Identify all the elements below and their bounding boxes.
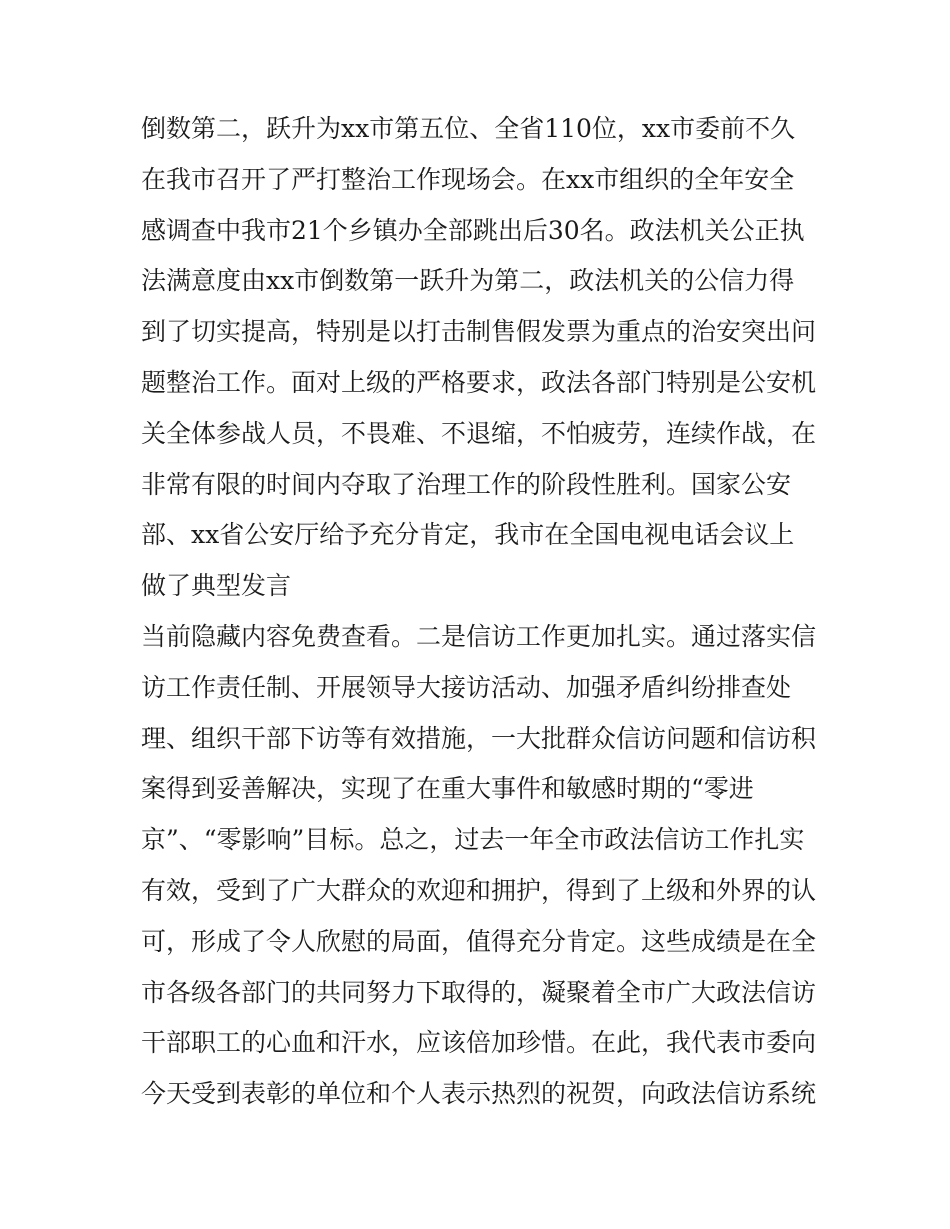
text-line: 非常有限的时间内夺取了治理工作的阶段性胜利。国家公安 bbox=[141, 469, 792, 499]
text-line: 当前隐藏内容免费查看。二是信访工作更加扎实。通过落实信 bbox=[141, 621, 817, 651]
text-line: 市各级各部门的共同努力下取得的，凝聚着全市广大政法信访 bbox=[141, 977, 817, 1007]
text-line: 今天受到表彰的单位和个人表示热烈的祝贺，向政法信访系统 bbox=[141, 1079, 817, 1109]
text-line: 做了典型发言 bbox=[141, 571, 292, 601]
text-line: 可，形成了令人欣慰的局面，值得充分肯定。这些成绩是在全 bbox=[141, 926, 817, 956]
text-line: 法满意度由xx市倒数第一跃升为第二，政法机关的公信力得 bbox=[141, 266, 795, 296]
text-line: 关全体参战人员，不畏难、不退缩，不怕疲劳，连续作战，在 bbox=[141, 418, 817, 448]
text-line: 有效，受到了广大群众的欢迎和拥护，得到了上级和外界的认 bbox=[141, 875, 817, 905]
text-line: 京”、“零影响”目标。总之，过去一年全市政法信访工作扎实 bbox=[141, 825, 805, 855]
text-line: 案得到妥善解决，实现了在重大事件和敏感时期的“零进 bbox=[141, 774, 754, 804]
text-line: 在我市召开了严打整治工作现场会。在xx市组织的全年安全 bbox=[141, 164, 795, 194]
document-body bbox=[141, 104, 817, 1120]
text-line: 倒数第二，跃升为xx市第五位、全省110位，xx市委前不久 bbox=[141, 114, 796, 143]
text-line: 感调查中我市21个乡镇办全部跳出后30名。政法机关公正执 bbox=[141, 215, 805, 245]
text-line: 干部职工的心血和汗水，应该倍加珍惜。在此，我代表市委向 bbox=[141, 1028, 817, 1058]
text-line: 理、组织干部下访等有效措施，一大批群众信访问题和信访积 bbox=[141, 723, 817, 753]
text-line: 题整治工作。面对上级的严格要求，政法各部门特别是公安机 bbox=[141, 367, 817, 397]
text-line: 部、xx省公安厅给予充分肯定，我市在全国电视电话会议上 bbox=[141, 520, 795, 550]
text-line: 访工作责任制、开展领导大接访活动、加强矛盾纠纷排查处 bbox=[141, 672, 792, 702]
text-line: 到了切实提高，特别是以打击制售假发票为重点的治安突出问 bbox=[141, 317, 817, 347]
